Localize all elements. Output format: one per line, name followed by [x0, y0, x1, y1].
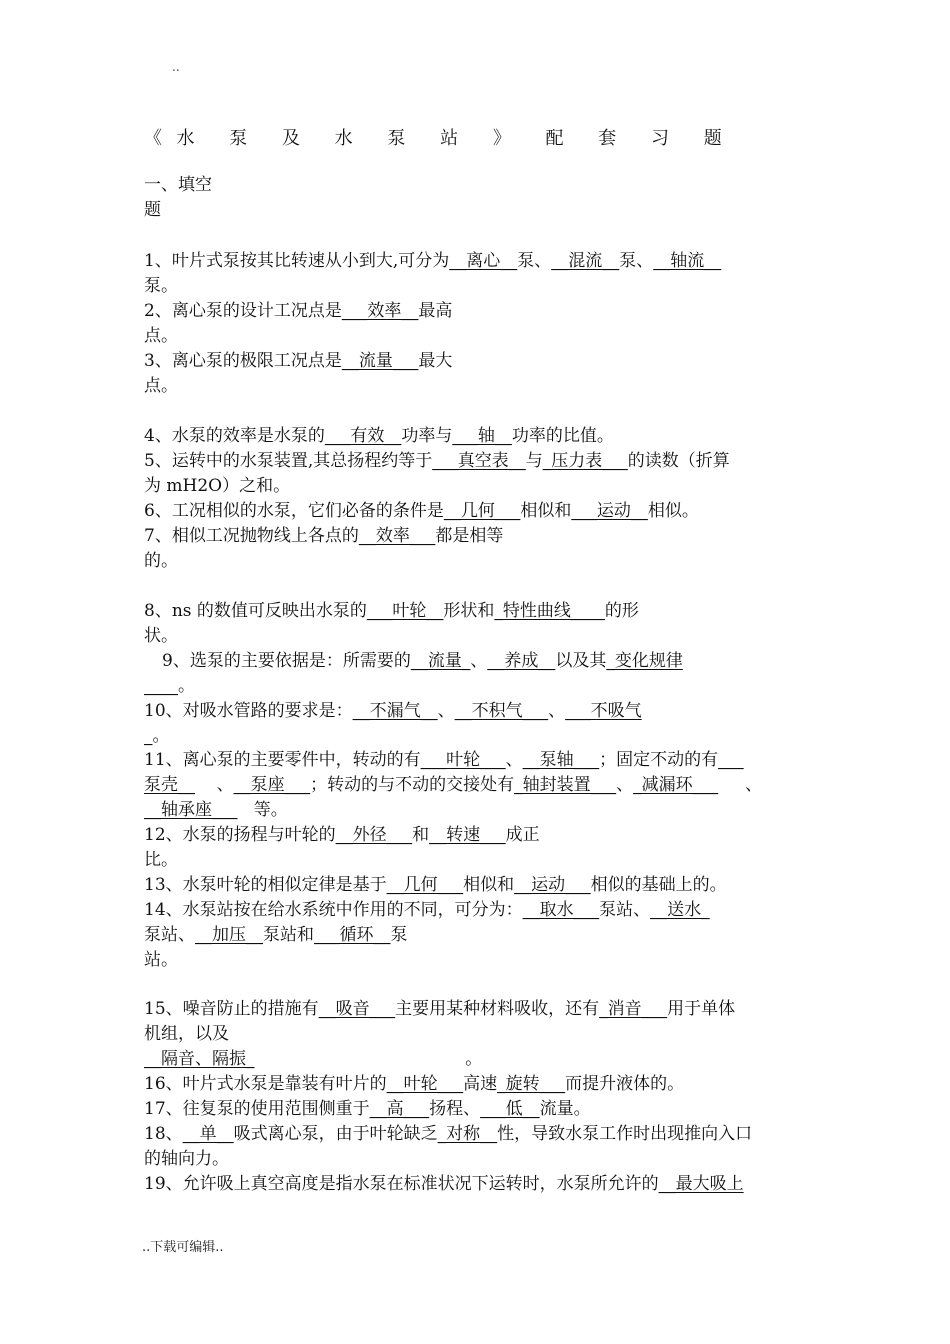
question-15: 15、噪音防止的措施有__吸音___主要用某种材料吸收，还有_消音___用于单体 [144, 999, 736, 1019]
question-13: 13、水泵叶轮的相似定律是基于__几何___相似和__运动___相似的基础上的。 [144, 875, 727, 895]
question-8-cont: 状。 [144, 626, 178, 646]
answer-blank: __叶轮___ [386, 1074, 464, 1094]
question-1: 1、叶片式泵按其比转速从小到大,可分为__离心__泵、__混流__泵、__轴流__ [144, 251, 722, 271]
answer-blank: __效率___ [358, 526, 436, 546]
answer-blank: __不积气___ [454, 701, 549, 721]
question-11-cont2: __轴承座___ 等。 [144, 800, 288, 820]
question-7-cont: 的。 [144, 551, 178, 571]
answer-blank: _轴封装置___ [514, 775, 617, 795]
question-11: 11、离心泵的主要零件中，转动的有___叶轮___、__泵轴___；固定不动的有___ [144, 750, 744, 770]
question-18: 18、__单__吸式离心泵，由于叶轮缺乏_对称__性，导致水泵工作时出现推向入口 [144, 1124, 753, 1144]
answer-blank: _减漏环___ [633, 775, 719, 795]
question-9: 9、选泵的主要依据是：所需要的__流量_、__养成__以及其_变化规律 [162, 651, 683, 671]
footer-note: ..下载可编辑.. [142, 1240, 224, 1255]
answer-blank: __取水___ [522, 900, 600, 920]
answer-blank: 泵壳__ [144, 775, 195, 795]
answer-blank: ___叶轮___ [420, 750, 506, 770]
question-5-cont: 为 mH2O）之和。 [144, 476, 291, 496]
answer-blank: __流量___ [341, 351, 419, 371]
answer-blank: ___不吸气 [565, 701, 642, 721]
answer-blank: _对称__ [437, 1124, 498, 1144]
question-8: 8、ns 的数值可反映出水泵的___叶轮__形状和_特性曲线____的形 [144, 601, 639, 621]
answer-blank: __吸音___ [318, 999, 396, 1019]
answer-blank: ___有效__ [324, 426, 402, 446]
question-14: 14、水泵站按在给水系统中作用的不同，可分为：__取水___泵站、__送水_ [144, 900, 710, 920]
question-10-cont: _。 [144, 726, 170, 746]
answer-blank: _旋转___ [497, 1074, 566, 1094]
answer-blank: __最大吸上 [658, 1174, 744, 1194]
answer-blank: __运动___ [514, 875, 591, 895]
answer-blank: ___真空表__ [432, 451, 526, 471]
answer-blank: _压力表___ [542, 451, 628, 471]
answer-blank: _特性曲线____ [494, 601, 605, 621]
question-16: 16、叶片式水泵是靠装有叶片的__叶轮___高速_旋转___而提升液体的。 [144, 1074, 685, 1094]
answer-blank: __加压__ [195, 925, 263, 945]
answer-blank: __几何___ [386, 875, 464, 895]
question-9-cont: ____。 [144, 676, 195, 696]
section-heading-cont: 题 [144, 200, 161, 220]
answer-blank: __养成__ [487, 651, 556, 671]
answer-blank: __泵座___ [233, 775, 311, 795]
answer-blank: _变化规律 [606, 651, 683, 671]
answer-blank: ___循环__ [314, 925, 391, 945]
header-dots: .. [172, 60, 180, 74]
question-15-cont: 机组，以及 [144, 1024, 229, 1044]
question-5: 5、运转中的水泵装置,其总扬程约等于___真空表__与_压力表___的读数（折算 [144, 451, 730, 471]
question-15-cont2: __隔音、隔振_ 。 [144, 1049, 483, 1069]
question-2: 2、离心泵的设计工况点是___效率__最高 [144, 301, 453, 321]
answer-blank: __几何___ [443, 501, 521, 521]
answer-blank: __流量_ [410, 651, 471, 671]
question-19: 19、允许吸上真空高度是指水泵在标准状况下运转时，水泵所允许的__最大吸上 [144, 1174, 744, 1194]
answer-blank: ___运动__ [571, 501, 648, 521]
question-12-cont: 比。 [144, 850, 178, 870]
answer-blank: __混流__ [551, 251, 620, 271]
question-14-cont: 泵站、__加压__泵站和___循环__泵 [144, 925, 408, 945]
answer-blank: __不漏气__ [352, 701, 438, 721]
answer-blank: __外径___ [335, 825, 413, 845]
answer-blank: __隔音、隔振_ [144, 1049, 255, 1069]
question-3: 3、离心泵的极限工况点是__流量___最大 [144, 351, 453, 371]
answer-blank: _消音___ [599, 999, 668, 1019]
answer-blank: ___低__ [480, 1099, 540, 1119]
question-7: 7、相似工况抛物线上各点的__效率___都是相等 [144, 526, 504, 546]
answer-blank: __转速___ [429, 825, 506, 845]
answer-blank: __高___ [369, 1099, 430, 1119]
question-14-cont2: 站。 [144, 950, 178, 970]
question-1-cont: 泵。 [144, 276, 178, 296]
question-11-cont: 泵壳__ 、__泵座___；转动的与不动的交接处有_轴封装置___、_减漏环___ 、 [144, 775, 763, 795]
question-18-cont: 的轴向力。 [144, 1149, 229, 1169]
question-4: 4、水泵的效率是水泵的___有效__功率与___轴__功率的比值。 [144, 426, 614, 446]
answer-blank: __送水_ [650, 900, 710, 920]
question-17: 17、往复泵的使用范围侧重于__高___扬程、___低__流量。 [144, 1099, 591, 1119]
question-6: 6、工况相似的水泵，它们必备的条件是__几何___相似和___运动__相似。 [144, 501, 699, 521]
section-heading: 一、填空 [144, 175, 212, 195]
answer-blank: __离心__ [449, 251, 518, 271]
answer-blank: ___效率__ [341, 301, 419, 321]
answer-blank: __轴流__ [653, 251, 722, 271]
question-10: 10、对吸水管路的要求是：__不漏气__、__不积气___、___不吸气 [144, 701, 642, 721]
document-title: 《水 泵 及 水 泵 站 》 配 套 习 题 [144, 128, 737, 149]
question-2-cont: 点。 [144, 326, 178, 346]
answer-blank: __泵轴___ [522, 750, 600, 770]
answer-blank: __轴承座___ [144, 800, 238, 820]
question-3-cont: 点。 [144, 376, 178, 396]
answer-blank: ___轴__ [452, 426, 512, 446]
answer-blank: __单__ [182, 1124, 234, 1144]
question-12: 12、水泵的扬程与叶轮的__外径___和__转速___成正 [144, 825, 540, 845]
answer-blank: ___叶轮__ [366, 601, 444, 621]
